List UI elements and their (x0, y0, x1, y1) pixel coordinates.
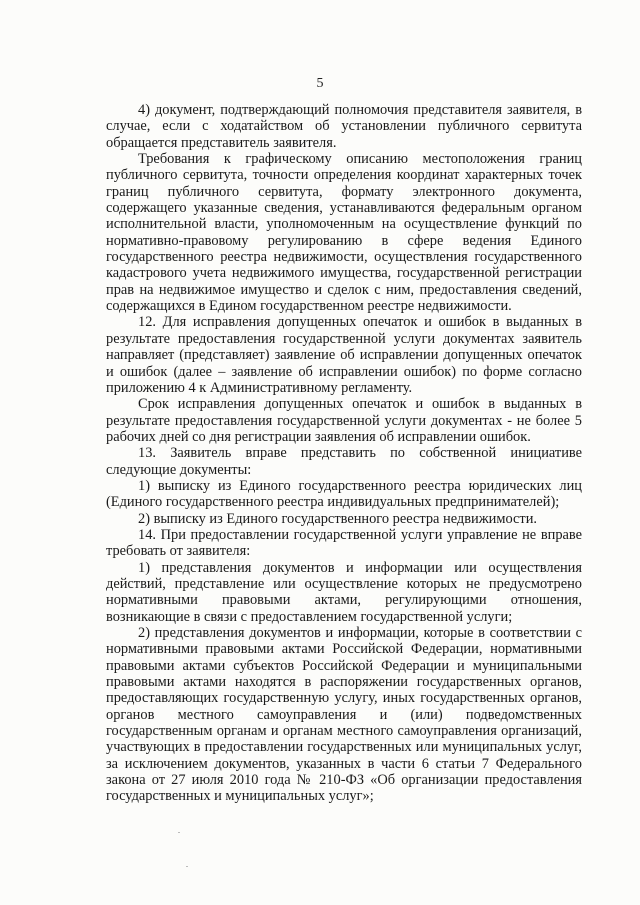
page-number: 5 (316, 76, 324, 91)
paragraph-correction-deadline: Срок исправления допущенных опечаток и ошибок в выданных в результате предоставления государственной услуги документах - не более 5 рабочих дней со дня регистрации заявления об исправлении ошибок. (106, 396, 582, 445)
body-text (106, 102, 582, 805)
paragraph-13-item-1: 1) выписку из Единого государственного реестра юридических лиц (Единого государственного реестра индивидуальных предпринимателей); (106, 477, 582, 511)
paragraph-12: 12. Для исправления допущенных опечаток и ошибок в выданных в результате предоставления государственной услуги документах заявитель направляет (представляет) заявление об исправлении допущенных опечаток и ошибок (далее – заявление об исправлении ошибок) по форме согласно приложению 4 к Административному регламенту. (106, 314, 582, 396)
scan-speck (178, 832, 180, 833)
paragraph-14-item-1: 1) представления документов и информации или осуществления действий, представление или осуществление которых не предусмотрено нормативными правовыми актами, регулирующими отношения, возникающие в связи с предоставлением государственной услуги; (106, 559, 582, 625)
scan-speck (186, 866, 188, 867)
paragraph-14: 14. При предоставлении государственной услуги управление не вправе требовать от заявителя: (106, 526, 582, 560)
paragraph-13: 13. Заявитель вправе представить по собственной инициативе следующие документы: (106, 445, 582, 478)
paragraph-graphic-requirements: Требования к графическому описанию местоположения границ публичного сервитута, точности определения координат характерных точек границ публичного сервитута, формату электронного документа, содержащего указанные сведения, устанавливаются федеральным органом исполнительной власти, уполномоченным на осуществление функций по нормативно-правовому регулированию в сфере ведения Единого государственного реестра недвижимости, осуществления государственного кадастрового учета недвижимого имущества, государственной регистрации прав на недвижимое имущество и сделок с ним, предоставления сведений, содержащихся в Едином государственном реестре недвижимости. (106, 151, 582, 315)
paragraph-14-item-2: 2) представления документов и информации, которые в соответствии с нормативными правовыми актами Российской Федерации, нормативными правовыми актами субъектов Российской Федерации и муниципальными правовыми актами находятся в распоряжении государственных органов, предоставляющих государственную услугу, иных государственных органов, органов местного самоуправления и (или) подведомственных государственным органам и органам местного самоуправления организаций, участвующих в предоставлении государственных или муниципальных услуг, за исключением документов, указанных в части 6 статьи 7 Федерального закона от 27 июля 2010 года № 210-ФЗ «Об организации предоставления государственных и муниципальных услуг»; (106, 625, 582, 805)
paragraph-13-item-2: 2) выписку из Единого государственного реестра недвижимости. (138, 510, 538, 527)
paragraph-item-4: 4) документ, подтверждающий полномочия представителя заявителя, в случае, если с ходатайством об установлении публичного сервитута обращается представитель заявителя. (106, 102, 582, 151)
